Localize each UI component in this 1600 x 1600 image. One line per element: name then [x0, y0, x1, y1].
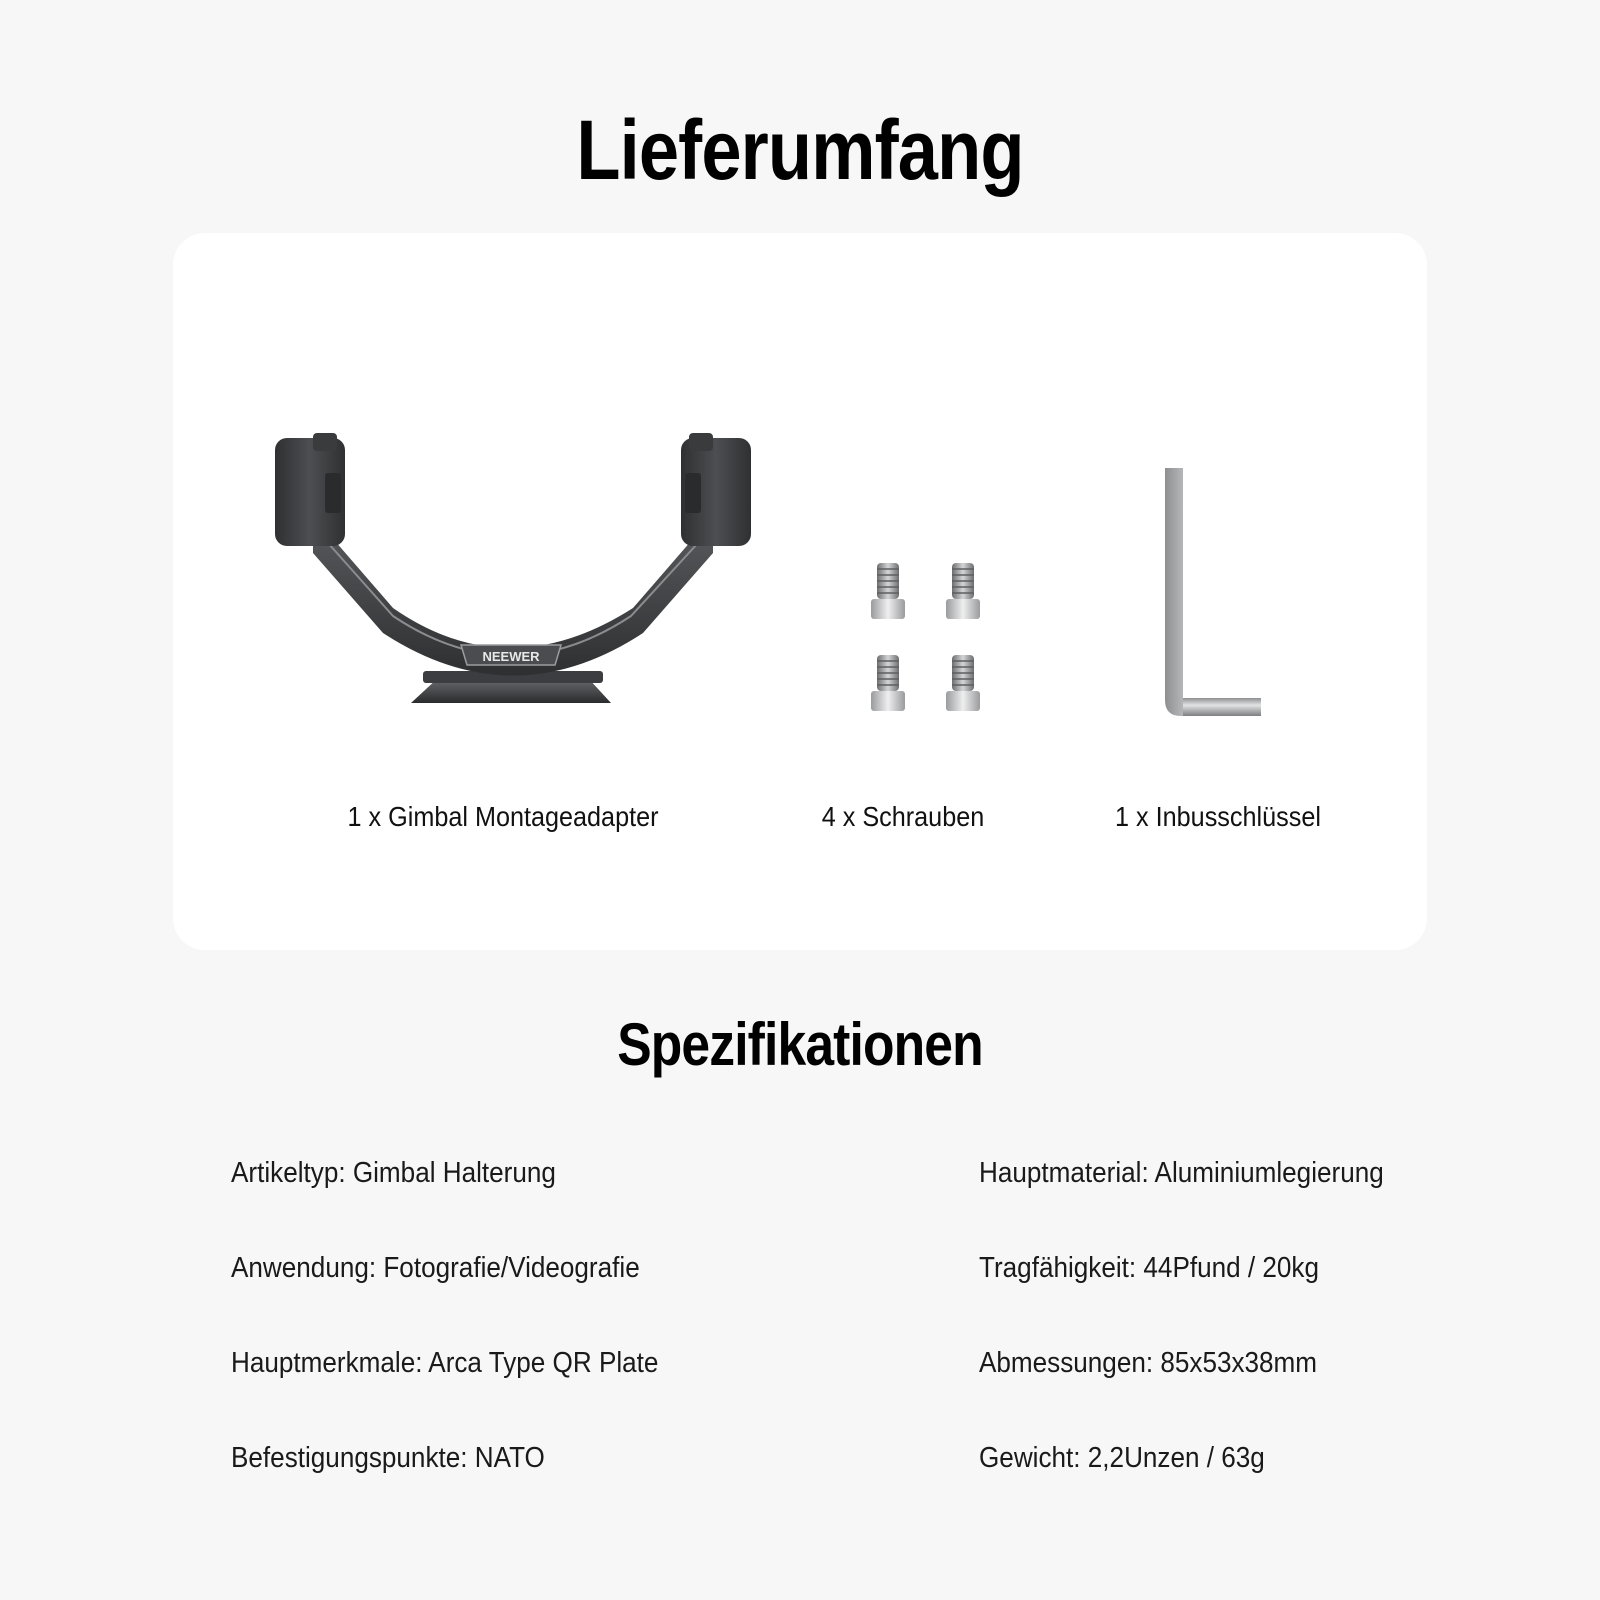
- spec-mount-points: Befestigungspunkte: NATO: [231, 1442, 545, 1474]
- spec-application: Anwendung: Fotografie/Videografie: [231, 1252, 640, 1284]
- allen-key-icon: [1163, 466, 1273, 726]
- contents-card: [173, 233, 1427, 950]
- screws-icon: [863, 563, 993, 723]
- spec-dimensions: Abmessungen: 85x53x38mm: [979, 1347, 1318, 1379]
- gimbal-mount-adapter-icon: [273, 433, 753, 723]
- contents-title: Lieferumfang: [576, 103, 1024, 197]
- spec-item-type: Artikeltyp: Gimbal Halterung: [231, 1157, 556, 1189]
- spec-main-features: Hauptmerkmale: Arca Type QR Plate: [231, 1347, 659, 1379]
- item-label-screws: 4 x Schrauben: [821, 801, 985, 832]
- spec-material: Hauptmaterial: Aluminiumlegierung: [979, 1157, 1384, 1189]
- spec-load-capacity: Tragfähigkeit: 44Pfund / 20kg: [979, 1252, 1320, 1284]
- brand-logo: NEEWER: [482, 649, 540, 664]
- item-label-gimbal-adapter: 1 x Gimbal Montageadapter: [347, 801, 659, 832]
- item-label-allen-key: 1 x Inbusschlüssel: [1115, 801, 1321, 832]
- specs-title: Spezifikationen: [617, 1011, 983, 1078]
- spec-weight: Gewicht: 2,2Unzen / 63g: [979, 1442, 1265, 1474]
